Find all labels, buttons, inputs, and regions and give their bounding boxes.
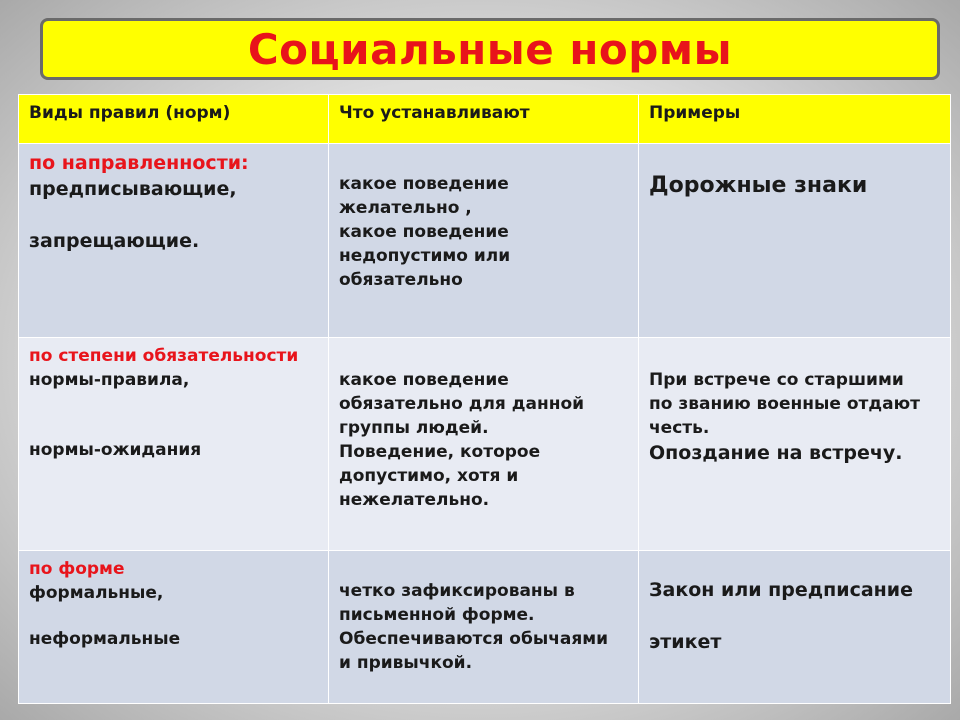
example-item: Опоздание на встречу. (649, 442, 903, 464)
type-item: нормы-правила, (29, 370, 190, 390)
title-banner (40, 18, 940, 80)
example-item: Дорожные знаки (649, 173, 868, 198)
table-row (19, 144, 951, 338)
what-line: письменной форме. (339, 605, 535, 625)
what-line: недопустимо или (339, 246, 511, 266)
example-item: честь. (649, 418, 710, 438)
type-item: запрещающие. (29, 230, 200, 252)
types-cell (19, 338, 329, 551)
what-line: какое поведение (339, 370, 509, 390)
table-row (19, 338, 951, 551)
what-line: какое поведение (339, 174, 509, 194)
what-line: и привычкой. (339, 653, 473, 673)
what-cell (329, 144, 639, 338)
table-row (19, 551, 951, 704)
category-label: по форме (29, 559, 125, 579)
header-types: Виды правил (норм) (19, 95, 329, 144)
category-label: по степени обязательности (29, 346, 299, 366)
example-item: Закон или предписание (649, 579, 913, 601)
what-line: допустимо, хотя и (339, 466, 519, 486)
header-examples: Примеры (639, 95, 951, 144)
type-item: формальные, (29, 583, 164, 603)
what-line: Поведение, которое (339, 442, 541, 462)
types-cell (19, 144, 329, 338)
what-line: какое поведение (339, 222, 509, 242)
type-item: нормы-ожидания (29, 440, 202, 460)
what-cell (329, 551, 639, 704)
what-line: нежелательно. (339, 490, 490, 510)
example-item: При встрече со старшими (649, 370, 904, 390)
examples-cell (639, 338, 951, 551)
example-item: по званию военные отдают (649, 394, 920, 414)
what-line: желательно , (339, 198, 472, 218)
header-what: Что устанавливают (329, 95, 639, 144)
what-line: обязательно (339, 270, 463, 290)
what-line: четко зафиксированы в (339, 581, 575, 601)
type-item: предписывающие, (29, 178, 237, 200)
examples-cell (639, 551, 951, 704)
examples-cell (639, 144, 951, 338)
page-title: Социальные нормы (247, 24, 733, 74)
norms-table (18, 94, 951, 704)
what-line: Обеспечиваются обычаями (339, 629, 609, 649)
table-header-row (19, 95, 951, 144)
type-item: неформальные (29, 629, 181, 649)
what-line: группы людей. (339, 418, 489, 438)
category-label: по направленности: (29, 152, 249, 174)
types-cell (19, 551, 329, 704)
example-item: этикет (649, 631, 722, 653)
what-line: обязательно для данной (339, 394, 585, 414)
what-cell (329, 338, 639, 551)
